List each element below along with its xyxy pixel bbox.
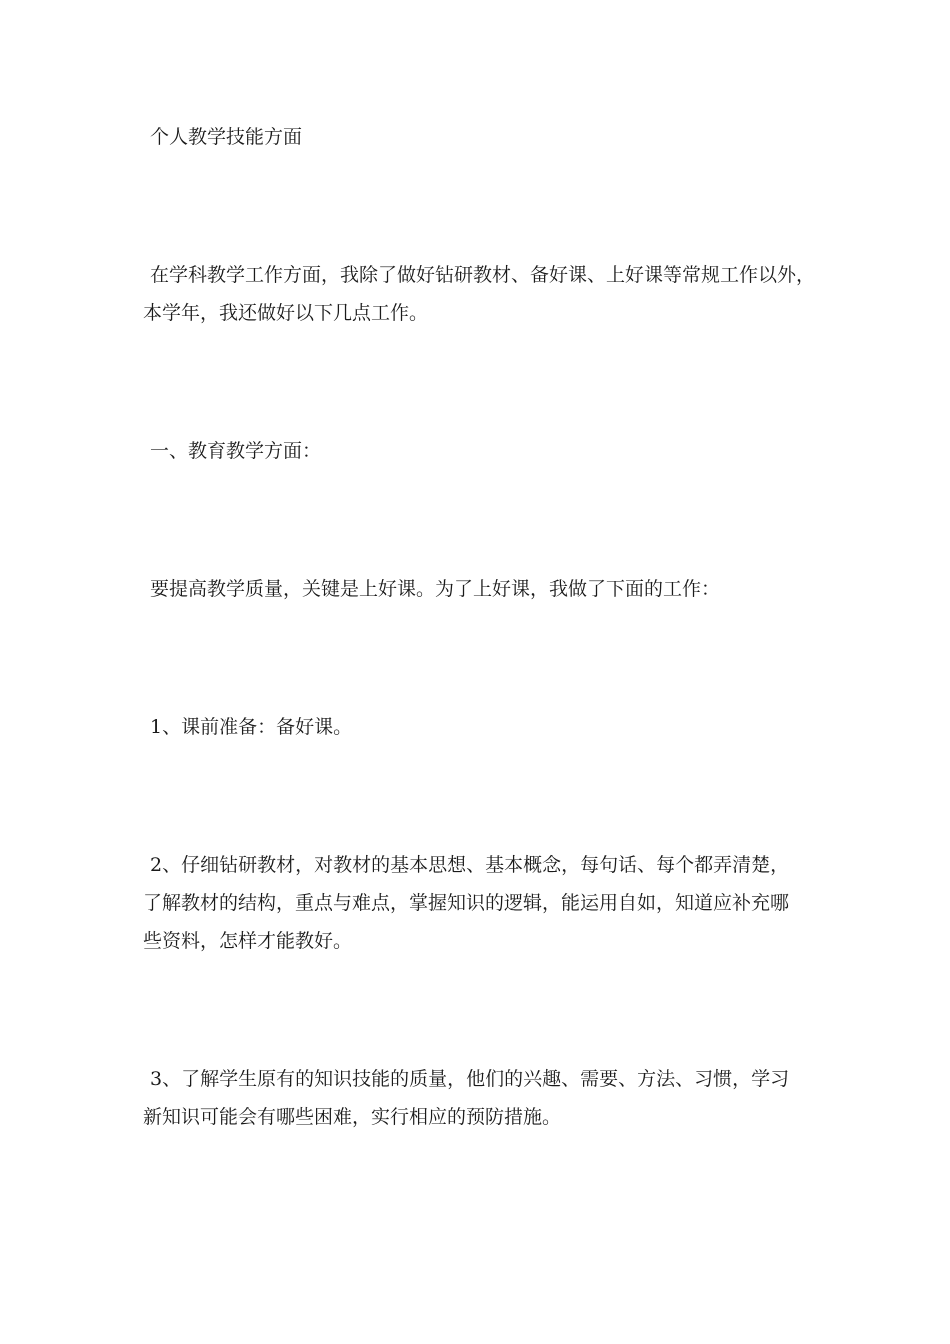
list-item-3-line-1: 3、了解学生原有的知识技能的质量，他们的兴趣、需要、方法、习惯，学习 [150,1068,790,1090]
section-heading-teaching: 一、教育教学方面： [150,440,322,462]
paragraph-1-line-1: 在学科教学工作方面，我除了做好钻研教材、备好课、上好课等常规工作以外， [150,264,816,286]
document-heading: 个人教学技能方面 [150,126,303,148]
list-item-1: 1、课前准备：备好课。 [150,716,353,738]
list-item-2-line-1: 2、仔细钻研教材，对教材的基本思想、基本概念，每句话、每个都弄清楚， [150,854,790,876]
list-item-2-line-3: 些资料，怎样才能教好。 [143,930,353,952]
paragraph-1-line-2: 本学年，我还做好以下几点工作。 [143,302,429,324]
list-item-3-line-2: 新知识可能会有哪些困难，实行相应的预防措施。 [143,1106,562,1128]
list-item-2-line-2: 了解教材的结构，重点与难点，掌握知识的逻辑，能运用自如，知道应补充哪 [143,892,790,914]
paragraph-3-line-1: 要提高教学质量，关键是上好课。为了上好课，我做了下面的工作： [150,578,721,600]
